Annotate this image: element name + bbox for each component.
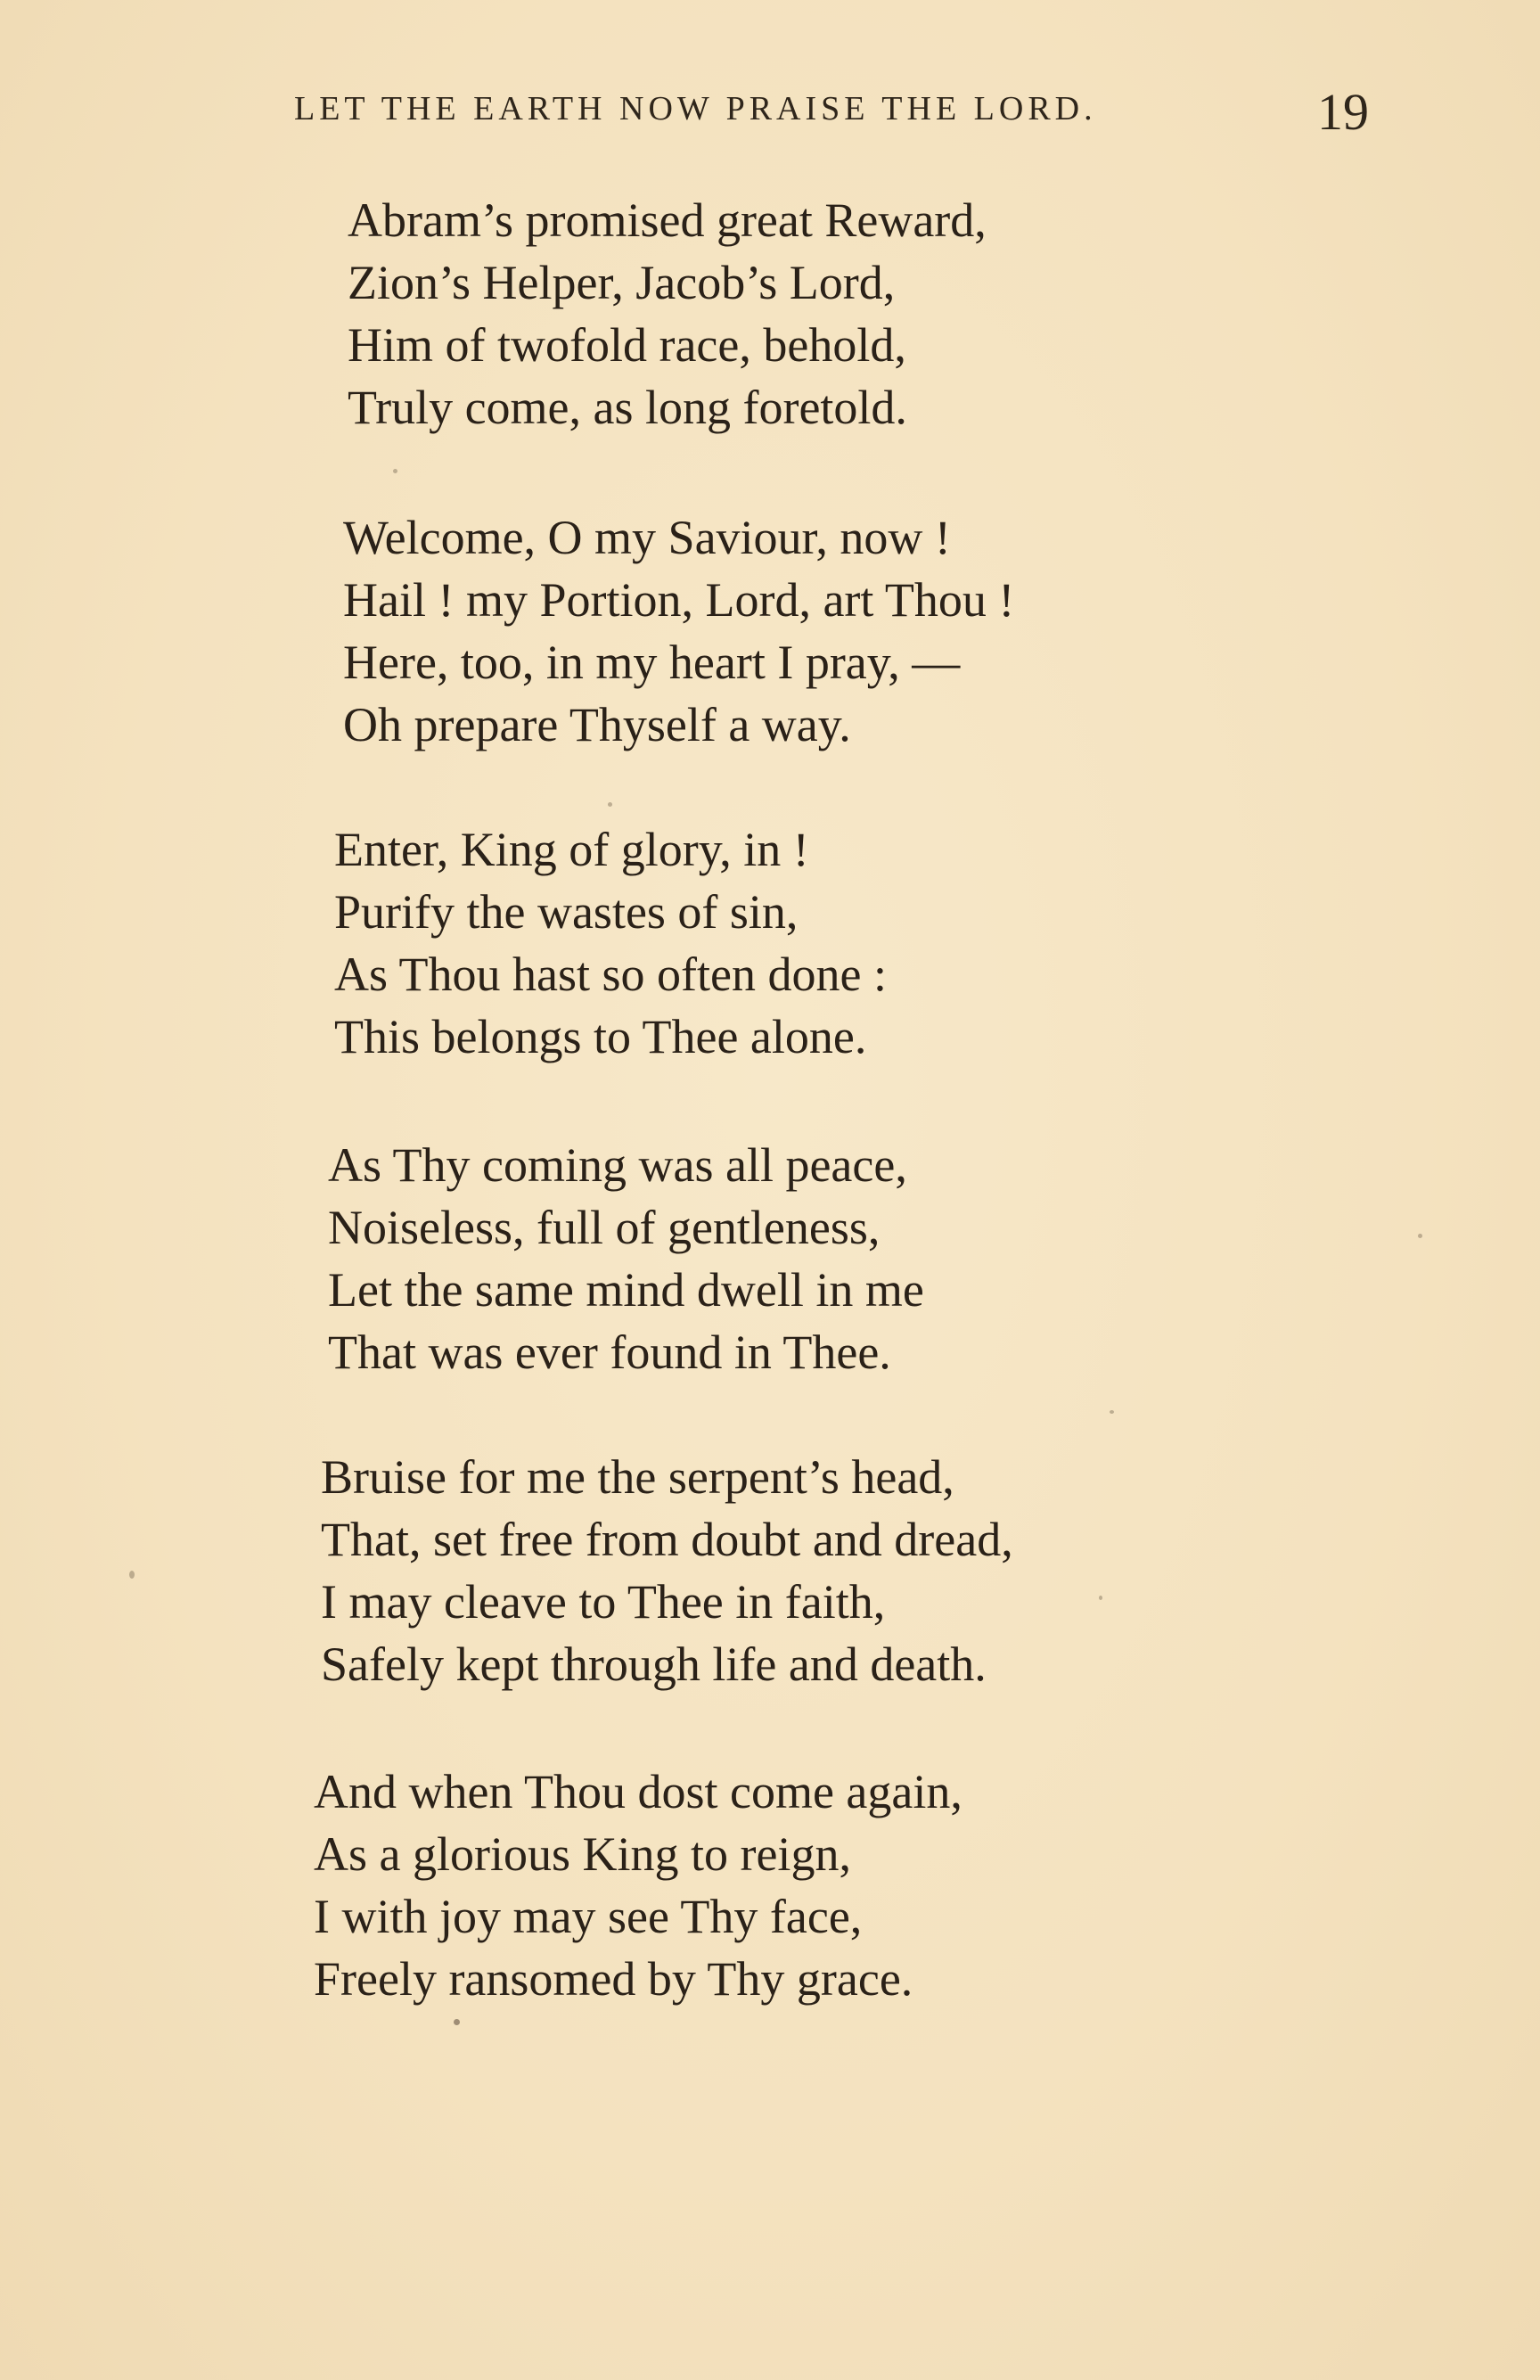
- page-number: 19: [1317, 83, 1369, 141]
- verse-line: I may cleave to Thee in faith,: [321, 1575, 886, 1629]
- verse-line: Safely kept through life and death.: [321, 1637, 987, 1691]
- stanza-4: [328, 1134, 1219, 1383]
- verse-line: Freely ransomed by Thy grace.: [314, 1952, 913, 2006]
- verse-line: This belongs to Thee alone.: [334, 1010, 867, 1063]
- verse-line: As Thy coming was all peace,: [328, 1138, 907, 1192]
- verse-line: Enter, King of glory, in !: [334, 823, 809, 876]
- stanza-1: [348, 189, 1239, 439]
- verse-line: Oh prepare Thyself a way.: [343, 698, 851, 751]
- verse-line: Here, too, in my heart I pray, —: [343, 636, 961, 689]
- running-title: LET THE EARTH NOW PRAISE THE LORD.: [294, 90, 1097, 127]
- verse-line: Hail ! my Portion, Lord, art Thou !: [343, 573, 1015, 627]
- verse-line: Noiseless, full of gentleness,: [328, 1201, 881, 1254]
- verse-line: Purify the wastes of sin,: [334, 885, 799, 939]
- paper-speck: [393, 469, 397, 473]
- stanza-6: [314, 1760, 1205, 2010]
- stanza-5: [321, 1446, 1212, 1695]
- paper-speck: [129, 1571, 135, 1579]
- running-head: [294, 82, 1381, 144]
- paper-speck: [454, 2019, 460, 2025]
- verse-line: Zion’s Helper, Jacob’s Lord,: [348, 256, 896, 309]
- verse-line: Welcome, O my Saviour, now !: [343, 511, 951, 564]
- paper-speck: [1110, 1410, 1114, 1414]
- stanza-2: [343, 506, 1234, 756]
- verse-line: As Thou hast so often done :: [334, 948, 887, 1001]
- verse-line: That was ever found in Thee.: [328, 1325, 891, 1379]
- paper-speck: [608, 802, 612, 807]
- verse-line: That, set free from doubt and dread,: [321, 1513, 1013, 1566]
- verse-line: As a glorious King to reign,: [314, 1827, 851, 1881]
- verse-line: Bruise for me the serpent’s head,: [321, 1450, 954, 1504]
- verse-line: I with joy may see Thy face,: [314, 1890, 863, 1943]
- verse-line: Abram’s promised great Reward,: [348, 193, 987, 247]
- stanza-3: [334, 818, 1225, 1068]
- verse-line: Let the same mind dwell in me: [328, 1263, 924, 1317]
- verse-line: And when Thou dost come again,: [314, 1765, 962, 1818]
- verse-line: Him of twofold race, behold,: [348, 318, 906, 372]
- paper-speck: [1099, 1596, 1102, 1600]
- verse-line: Truly come, as long foretold.: [348, 381, 907, 434]
- paper-speck: [1418, 1234, 1422, 1238]
